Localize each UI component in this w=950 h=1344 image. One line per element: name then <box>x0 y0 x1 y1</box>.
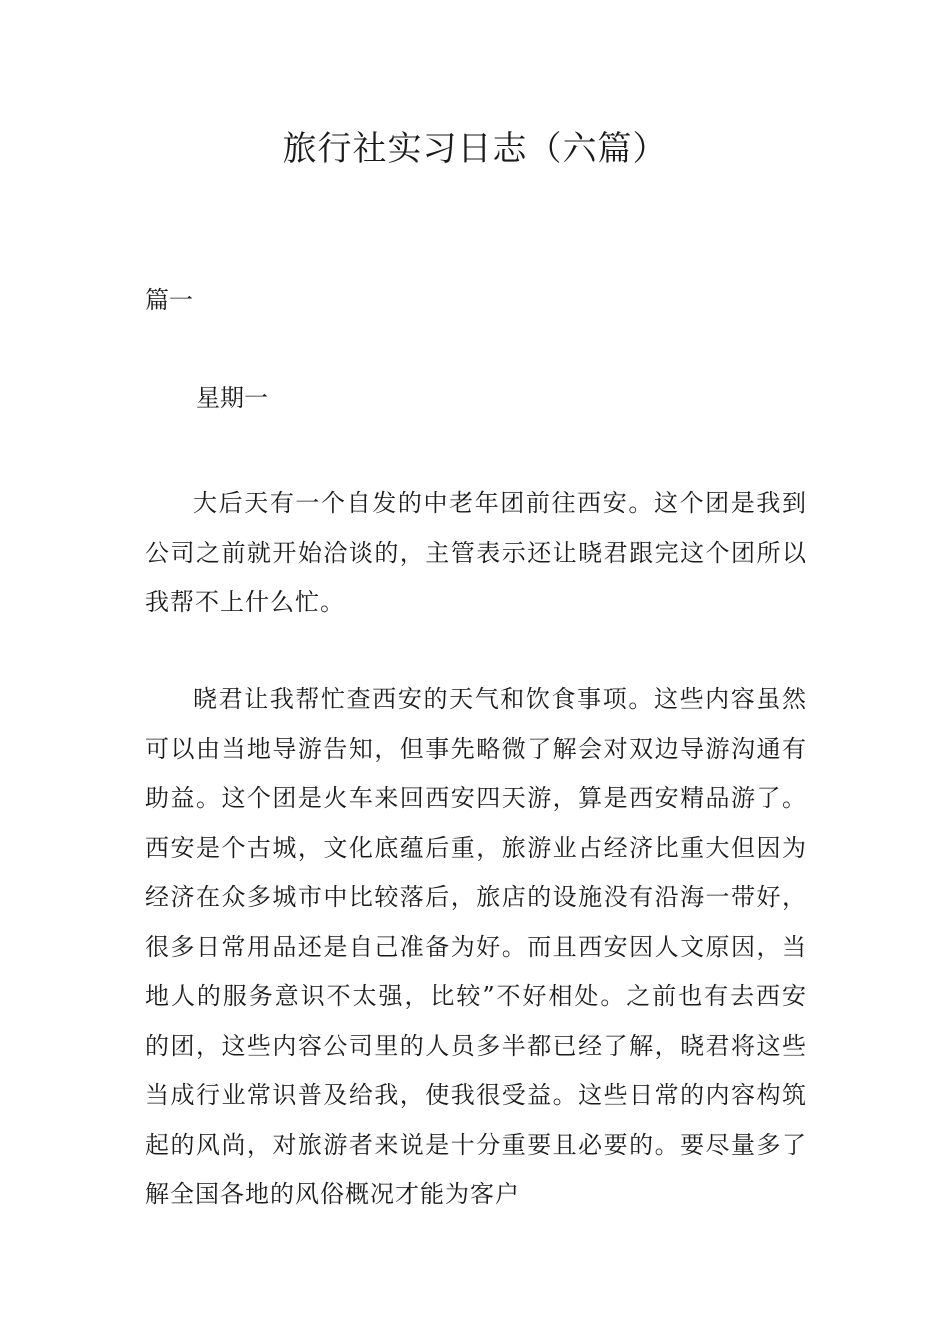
body-paragraph: 大后天有一个自发的中老年团前往西安。这个团是我到公司之前就开始洽谈的，主管表示还让晓君跟完这个团所以我帮不上什么忙。 <box>145 489 807 616</box>
section-heading: 篇一 <box>145 286 193 314</box>
body-paragraph: 晓君让我帮忙查西安的天气和饮食事项。这些内容虽然可以由当地导游告知，但事先略微了解会对双边导游沟通有助益。这个团是火车来回西安四天游，算是西安精品游了。西安是个古城，文化底蕴后重，旅游业占经济比重大但因为经济在众多城市中比较落后，旅店的设施没有沿海一带好，很多日常用品还是自己准备为好。而且西安因人文原因，当地人的服务意识不太强，比较”不好相处。之前也有去西安的团，这些内容公司里的人员多半都已经了解，晓君将这些当成行业常识普及给我，使我很受益。这些日常的内容构筑起的风尚，对旅游者来说是十分重要且必要的。要尽量多了解全国各地的风俗概况才能为客户 <box>145 685 807 1208</box>
day-heading: 星期一 <box>196 384 268 412</box>
document-title: 旅行社实习日志（六篇） <box>282 129 668 169</box>
